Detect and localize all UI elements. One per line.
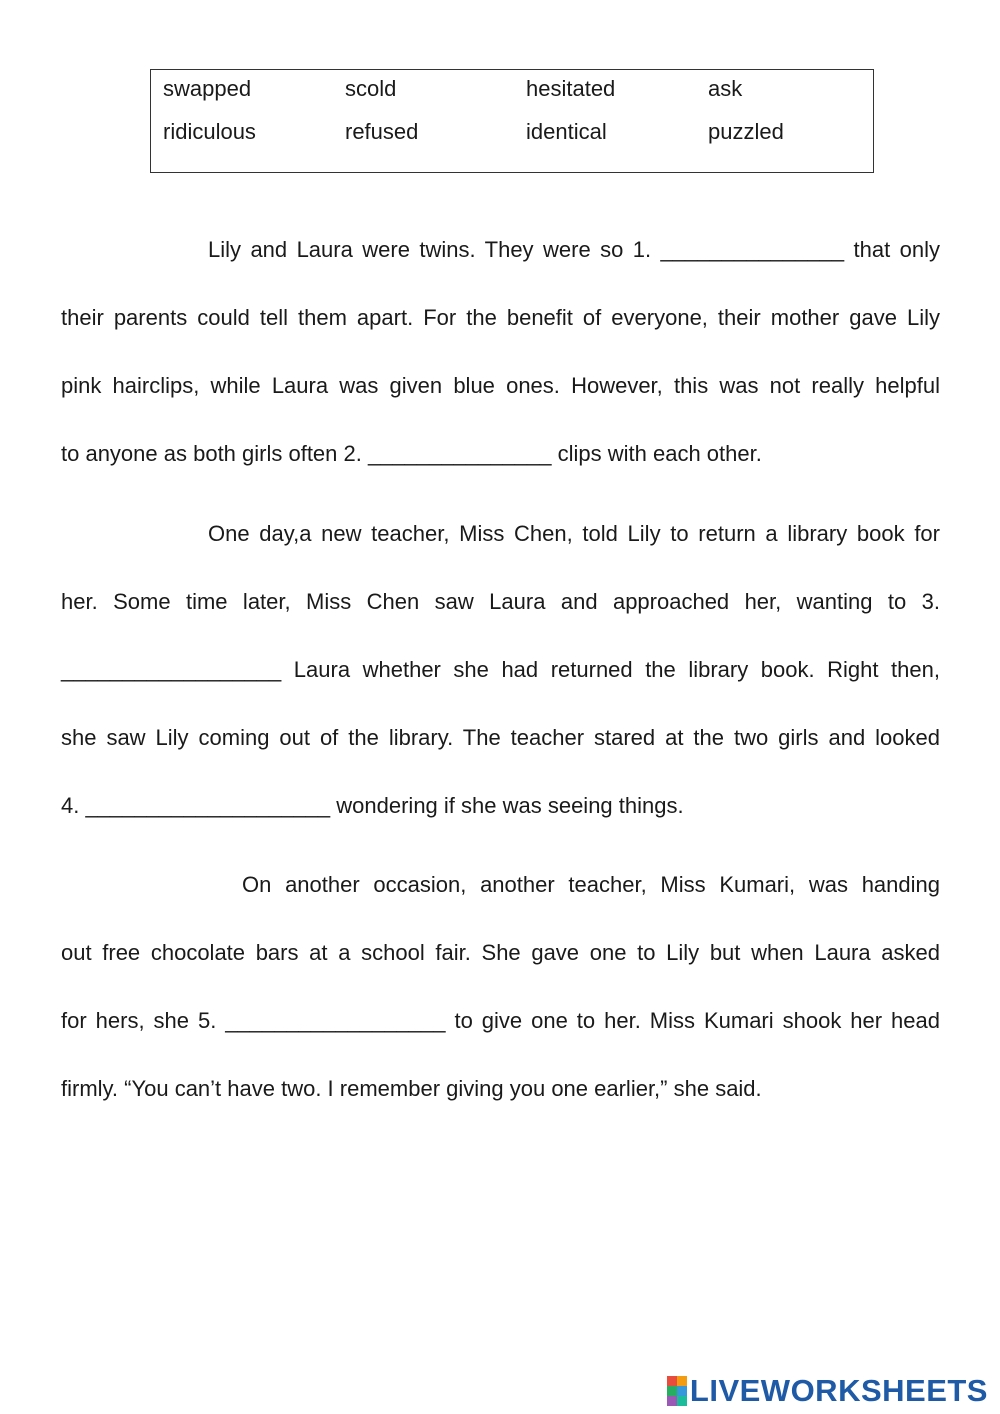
word-bank-item: puzzled (708, 119, 784, 144)
word-bank-box (150, 69, 874, 173)
logo-block (667, 1376, 677, 1386)
word-bank-item: ask (708, 76, 743, 101)
word-bank-row (163, 76, 873, 106)
logo-text: LIVEWORKSHEETS (689, 1373, 988, 1408)
paragraph-line: 4. ____________________ wondering if she was seeing things. (61, 793, 684, 818)
logo-block (667, 1386, 677, 1396)
word-bank-item: scold (345, 76, 397, 101)
word-bank-item: swapped (163, 76, 252, 101)
paragraph-line: her. Some time later, Miss Chen saw Laura and approached her, wanting to 3. (61, 589, 940, 614)
logo-block (677, 1386, 687, 1396)
liveworksheets-logo (667, 1373, 988, 1409)
logo-icon (667, 1376, 687, 1406)
paragraph-line: their parents could tell them apart. For the benefit of everyone, their mother gave Lily (61, 305, 940, 330)
paragraph-line: firmly. “You can’t have two. I remember giving you one earlier,” she said. (61, 1076, 762, 1101)
logo-block (677, 1396, 687, 1406)
paragraph-line: she saw Lily coming out of the library. The teacher stared at the two girls and looked (61, 725, 940, 750)
paragraph-line: __________________ Laura whether she had returned the library book. Right then, (61, 657, 940, 682)
logo-block (677, 1376, 687, 1386)
paragraph-line: On another occasion, another teacher, Miss Kumari, was handing (242, 872, 940, 897)
paragraph-line: for hers, she 5. __________________ to give one to her. Miss Kumari shook her head (61, 1008, 940, 1033)
paragraph-line: to anyone as both girls often 2. _______________ clips with each other. (61, 441, 762, 466)
paragraph-line: pink hairclips, while Laura was given blue ones. However, this was not really helpful (61, 373, 940, 398)
word-bank-item: ridiculous (163, 119, 256, 144)
word-bank-row (163, 119, 873, 149)
paragraph-line: out free chocolate bars at a school fair. She gave one to Lily but when Laura asked (61, 940, 940, 965)
paragraph-line: One day,a new teacher, Miss Chen, told Lily to return a library book for (208, 521, 940, 546)
paragraph-line: Lily and Laura were twins. They were so 1. _______________ that only (208, 237, 940, 262)
word-bank-item: identical (526, 119, 607, 144)
logo-block (667, 1396, 677, 1406)
word-bank-item: hesitated (526, 76, 616, 101)
word-bank-item: refused (345, 119, 419, 144)
